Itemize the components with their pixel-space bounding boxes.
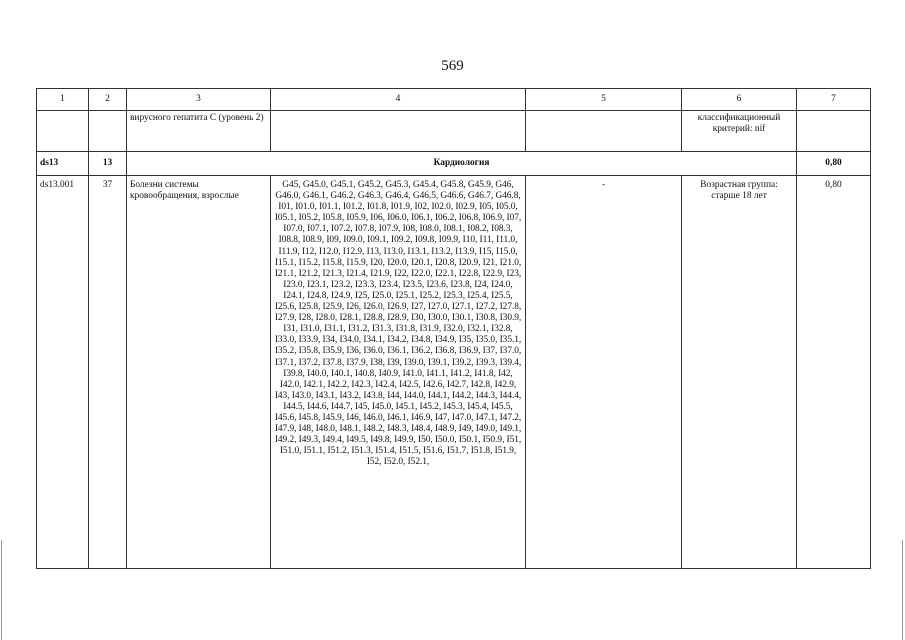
header-cell-5: 5: [526, 89, 682, 111]
header-cell-7: 7: [797, 89, 871, 111]
row-icd-codes: G45, G45.0, G45.1, G45.2, G45.3, G45.4, G45.8, G45.9, G46, G46.0, G46.1, G46.2, G46.3, G46.4, G46.5, G46.6, G46.7, G46.8, I01, I01.0, I01.1, I01.2, I01.8, I01.9, I02, I02.0, I02.9, I05, I05.0, I05.1, I05.2, I05.8, I05.9, I06, I06.0, I06.1, I06.2, I06.8, I06.9, I07, I07.0, I07.1, I07.2, I07.8, I07.9, I08, I08.0, I08.1, I08.2, I08.3, I08.8, I08.9, I09, I09.0, I09.1, I09.2, I09.8, I09.9, I10, I11, I11.0, I11.9, I12, I12.0, I12.9, I13, I13.0, I13.1, I13.2, I13.9, I15, I15.0, I15.1, I15.2, I15.8, I15.9, I20, I20.0, I20.1, I20.8, I20.9, I21, I21.0, I21.1, I21.2, I21.3, I21.4, I21.9, I22, I22.0, I22.1, I22.8, I22.9, I23, I23.0, I23.1, I23.2, I23.3, I23.4, I23.5, I23.6, I23.8, I24, I24.0, I24.1, I24.8, I24.9, I25, I25.0, I25.1, I25.2, I25.3, I25.4, I25.5, I25.6, I25.8, I25.9, I26, I26.0, I26.9, I27, I27.0, I27.1, I27.2, I27.8, I27.9, I28, I28.0, I28.1, I28.8, I28.9, I30, I30.0, I30.1, I30.8, I30.9, I31, I31.0, I31.1, I31.2, I31.3, I31.8, I31.9, I32.0, I32.1, I32.8, I33.0, I33.9, I34, I34.0, I34.1, I34.2, I34.8, I34.9, I35, I35.0, I35.1, I35.2, I35.8, I35.9, I36, I36.0, I36.1, I36.2, I36.8, I36.9, I37, I37.0, I37.1, I37.2, I37.8, I37.9, I38, I39, I39.0, I39.1, I39.2, I39.3, I39.4, I39.8, I40.0, I40.1, I40.8, I40.9, I41.0, I41.1, I41.2, I41.8, I42, I42.0, I42.1, I42.2, I42.3, I42.4, I42.5, I42.6, I42.7, I42.8, I42.9, I43, I43.0, I43.1, I43.2, I43.8, I44, I44.0, I44.1, I44.2, I44.3, I44.4, I44.5, I44.6, I44.7, I45, I45.0, I45.1, I45.2, I45.3, I45.4, I45.5, I45.6, I45.8, I45.9, I46, I46.0, I46.1, I46.9, I47, I47.0, I47.1, I47.2, I47.9, I48, I48.0, I48.1, I48.2, I48.3, I48.4, I48.9, I49, I49.0, I49.1, I49.2, I49.3, I49.4, I49.5, I49.8, I49.9, I50, I50.0, I50.1, I50.9, I51, I51.0, I51.1, I51.2, I51.3, I51.4, I51.5, I51.6, I51.7, I51.8, I51.9, I52, I52.0, I52.1,: [271, 176, 526, 569]
section-row: [37, 152, 871, 176]
cont-cell-name: вирусного гепатита С (уровень 2): [127, 111, 271, 152]
row-number: 37: [89, 176, 127, 569]
tariff-table: [36, 88, 871, 569]
section-coefficient: 0,80: [797, 152, 871, 176]
row-criteria: Возрастная группа: старше 18 лет: [682, 176, 797, 569]
row-code: ds13.001: [37, 176, 89, 569]
cont-cell-4: [271, 111, 526, 152]
header-cell-3: 3: [127, 89, 271, 111]
header-cell-6: 6: [682, 89, 797, 111]
cont-cell-2: [89, 111, 127, 152]
scan-edge-line-left: [1, 540, 2, 640]
cont-cell-criteria: классификационный критерий: nif: [682, 111, 797, 152]
cont-cell-1: [37, 111, 89, 152]
section-title: Кардиология: [127, 152, 797, 176]
header-cell-1: 1: [37, 89, 89, 111]
cont-cell-7: [797, 111, 871, 152]
header-cell-4: 4: [271, 89, 526, 111]
header-cell-2: 2: [89, 89, 127, 111]
cont-cell-5: [526, 111, 682, 152]
row-coefficient: 0,80: [797, 176, 871, 569]
row-name: Болезни системы кровообращения, взрослые: [127, 176, 271, 569]
section-code: ds13: [37, 152, 89, 176]
continuation-row: [37, 111, 871, 152]
section-number: 13: [89, 152, 127, 176]
row-col5: -: [526, 176, 682, 569]
scan-edge-line-right: [902, 540, 903, 640]
page-number: 569: [441, 58, 464, 74]
header-row: [37, 89, 871, 111]
table-row: [37, 176, 871, 569]
